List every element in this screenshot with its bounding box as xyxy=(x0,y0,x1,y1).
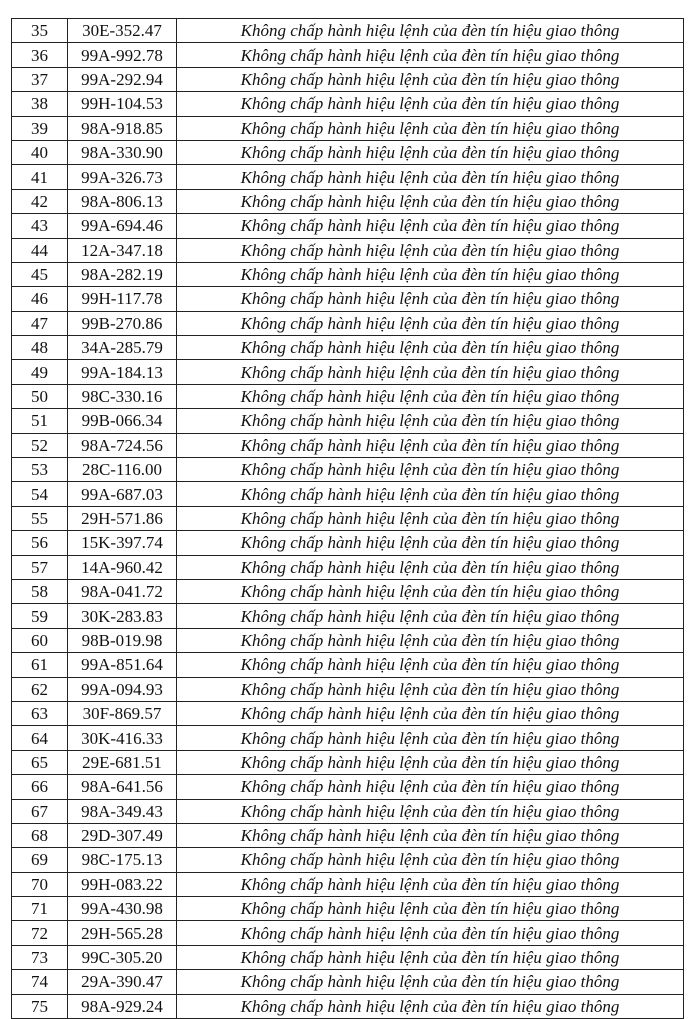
license-plate-cell: 99B-270.86 xyxy=(68,311,177,335)
license-plate-cell: 99H-104.53 xyxy=(68,92,177,116)
license-plate-cell: 98A-041.72 xyxy=(68,579,177,603)
violation-cell: Không chấp hành hiệu lệnh của đèn tín hiệu giao thông xyxy=(177,92,684,116)
license-plate-cell: 99A-687.03 xyxy=(68,482,177,506)
row-number-cell: 69 xyxy=(12,848,68,872)
table-row xyxy=(12,994,684,1018)
row-number-cell: 72 xyxy=(12,921,68,945)
violation-cell: Không chấp hành hiệu lệnh của đèn tín hiệu giao thông xyxy=(177,823,684,847)
violation-cell: Không chấp hành hiệu lệnh của đèn tín hiệu giao thông xyxy=(177,140,684,164)
table-row xyxy=(12,433,684,457)
license-plate-cell: 29A-390.47 xyxy=(68,970,177,994)
row-number-cell: 37 xyxy=(12,67,68,91)
violation-cell: Không chấp hành hiệu lệnh của đèn tín hiệu giao thông xyxy=(177,262,684,286)
license-plate-cell: 99A-094.93 xyxy=(68,677,177,701)
violation-cell: Không chấp hành hiệu lệnh của đèn tín hiệu giao thông xyxy=(177,287,684,311)
row-number-cell: 70 xyxy=(12,872,68,896)
violation-cell: Không chấp hành hiệu lệnh của đèn tín hiệu giao thông xyxy=(177,701,684,725)
row-number-cell: 56 xyxy=(12,531,68,555)
table-row xyxy=(12,458,684,482)
violation-cell: Không chấp hành hiệu lệnh của đèn tín hiệu giao thông xyxy=(177,311,684,335)
violation-cell: Không chấp hành hiệu lệnh của đèn tín hiệu giao thông xyxy=(177,994,684,1018)
row-number-cell: 50 xyxy=(12,384,68,408)
license-plate-cell: 98A-918.85 xyxy=(68,116,177,140)
violation-table-container xyxy=(11,18,684,1019)
violation-cell: Không chấp hành hiệu lệnh của đèn tín hiệu giao thông xyxy=(177,189,684,213)
license-plate-cell: 30K-416.33 xyxy=(68,726,177,750)
license-plate-cell: 99C-305.20 xyxy=(68,945,177,969)
row-number-cell: 52 xyxy=(12,433,68,457)
table-row xyxy=(12,677,684,701)
table-row xyxy=(12,214,684,238)
row-number-cell: 55 xyxy=(12,506,68,530)
row-number-cell: 63 xyxy=(12,701,68,725)
row-number-cell: 67 xyxy=(12,799,68,823)
violation-cell: Không chấp hành hiệu lệnh của đèn tín hiệu giao thông xyxy=(177,67,684,91)
license-plate-cell: 98A-929.24 xyxy=(68,994,177,1018)
violation-cell: Không chấp hành hiệu lệnh của đèn tín hiệu giao thông xyxy=(177,506,684,530)
license-plate-cell: 99H-083.22 xyxy=(68,872,177,896)
table-row xyxy=(12,360,684,384)
license-plate-cell: 99B-066.34 xyxy=(68,409,177,433)
row-number-cell: 53 xyxy=(12,458,68,482)
row-number-cell: 41 xyxy=(12,165,68,189)
table-row xyxy=(12,604,684,628)
license-plate-cell: 29D-307.49 xyxy=(68,823,177,847)
table-row xyxy=(12,579,684,603)
table-row xyxy=(12,336,684,360)
row-number-cell: 44 xyxy=(12,238,68,262)
row-number-cell: 36 xyxy=(12,43,68,67)
table-row xyxy=(12,67,684,91)
table-row xyxy=(12,750,684,774)
table-row xyxy=(12,823,684,847)
table-row xyxy=(12,311,684,335)
violation-table xyxy=(11,18,684,1019)
violation-cell: Không chấp hành hiệu lệnh của đèn tín hiệu giao thông xyxy=(177,872,684,896)
violation-cell: Không chấp hành hiệu lệnh của đèn tín hiệu giao thông xyxy=(177,775,684,799)
row-number-cell: 35 xyxy=(12,19,68,43)
row-number-cell: 58 xyxy=(12,579,68,603)
table-row xyxy=(12,287,684,311)
violation-cell: Không chấp hành hiệu lệnh của đèn tín hiệu giao thông xyxy=(177,579,684,603)
table-row xyxy=(12,116,684,140)
license-plate-cell: 29E-681.51 xyxy=(68,750,177,774)
license-plate-cell: 14A-960.42 xyxy=(68,555,177,579)
table-row xyxy=(12,19,684,43)
violation-cell: Không chấp hành hiệu lệnh của đèn tín hiệu giao thông xyxy=(177,19,684,43)
violation-cell: Không chấp hành hiệu lệnh của đèn tín hiệu giao thông xyxy=(177,384,684,408)
row-number-cell: 48 xyxy=(12,336,68,360)
row-number-cell: 45 xyxy=(12,262,68,286)
row-number-cell: 54 xyxy=(12,482,68,506)
violation-cell: Không chấp hành hiệu lệnh của đèn tín hiệu giao thông xyxy=(177,458,684,482)
violation-cell: Không chấp hành hiệu lệnh của đèn tín hiệu giao thông xyxy=(177,336,684,360)
table-row xyxy=(12,970,684,994)
table-row xyxy=(12,921,684,945)
license-plate-cell: 99A-430.98 xyxy=(68,897,177,921)
violation-cell: Không chấp hành hiệu lệnh của đèn tín hiệu giao thông xyxy=(177,653,684,677)
row-number-cell: 59 xyxy=(12,604,68,628)
table-row xyxy=(12,653,684,677)
table-row xyxy=(12,384,684,408)
violation-cell: Không chấp hành hiệu lệnh của đèn tín hiệu giao thông xyxy=(177,238,684,262)
row-number-cell: 71 xyxy=(12,897,68,921)
license-plate-cell: 29H-571.86 xyxy=(68,506,177,530)
violation-cell: Không chấp hành hiệu lệnh của đèn tín hiệu giao thông xyxy=(177,165,684,189)
license-plate-cell: 99A-992.78 xyxy=(68,43,177,67)
row-number-cell: 43 xyxy=(12,214,68,238)
row-number-cell: 64 xyxy=(12,726,68,750)
violation-cell: Không chấp hành hiệu lệnh của đèn tín hiệu giao thông xyxy=(177,848,684,872)
table-row xyxy=(12,775,684,799)
violation-cell: Không chấp hành hiệu lệnh của đèn tín hiệu giao thông xyxy=(177,409,684,433)
row-number-cell: 47 xyxy=(12,311,68,335)
row-number-cell: 60 xyxy=(12,628,68,652)
table-row xyxy=(12,701,684,725)
table-row xyxy=(12,482,684,506)
row-number-cell: 39 xyxy=(12,116,68,140)
row-number-cell: 46 xyxy=(12,287,68,311)
license-plate-cell: 98B-019.98 xyxy=(68,628,177,652)
license-plate-cell: 99A-184.13 xyxy=(68,360,177,384)
table-row xyxy=(12,872,684,896)
row-number-cell: 74 xyxy=(12,970,68,994)
violation-cell: Không chấp hành hiệu lệnh của đèn tín hiệu giao thông xyxy=(177,945,684,969)
table-row xyxy=(12,726,684,750)
violation-cell: Không chấp hành hiệu lệnh của đèn tín hiệu giao thông xyxy=(177,43,684,67)
table-row xyxy=(12,799,684,823)
table-row xyxy=(12,897,684,921)
license-plate-cell: 29H-565.28 xyxy=(68,921,177,945)
violation-cell: Không chấp hành hiệu lệnh của đèn tín hiệu giao thông xyxy=(177,726,684,750)
violation-cell: Không chấp hành hiệu lệnh của đèn tín hiệu giao thông xyxy=(177,604,684,628)
table-row xyxy=(12,945,684,969)
license-plate-cell: 99A-694.46 xyxy=(68,214,177,238)
violation-cell: Không chấp hành hiệu lệnh của đèn tín hiệu giao thông xyxy=(177,555,684,579)
row-number-cell: 38 xyxy=(12,92,68,116)
row-number-cell: 65 xyxy=(12,750,68,774)
license-plate-cell: 99A-292.94 xyxy=(68,67,177,91)
table-row xyxy=(12,262,684,286)
table-row xyxy=(12,238,684,262)
table-row xyxy=(12,165,684,189)
license-plate-cell: 98A-724.56 xyxy=(68,433,177,457)
violation-cell: Không chấp hành hiệu lệnh của đèn tín hiệu giao thông xyxy=(177,116,684,140)
license-plate-cell: 98A-282.19 xyxy=(68,262,177,286)
table-row xyxy=(12,43,684,67)
license-plate-cell: 99A-326.73 xyxy=(68,165,177,189)
license-plate-cell: 98A-330.90 xyxy=(68,140,177,164)
row-number-cell: 42 xyxy=(12,189,68,213)
license-plate-cell: 98C-330.16 xyxy=(68,384,177,408)
table-row xyxy=(12,409,684,433)
table-row xyxy=(12,506,684,530)
violation-cell: Không chấp hành hiệu lệnh của đèn tín hiệu giao thông xyxy=(177,214,684,238)
row-number-cell: 61 xyxy=(12,653,68,677)
table-row xyxy=(12,531,684,555)
row-number-cell: 68 xyxy=(12,823,68,847)
license-plate-cell: 98A-641.56 xyxy=(68,775,177,799)
table-row xyxy=(12,848,684,872)
violation-cell: Không chấp hành hiệu lệnh của đèn tín hiệu giao thông xyxy=(177,482,684,506)
row-number-cell: 57 xyxy=(12,555,68,579)
license-plate-cell: 34A-285.79 xyxy=(68,336,177,360)
license-plate-cell: 12A-347.18 xyxy=(68,238,177,262)
table-row xyxy=(12,628,684,652)
row-number-cell: 51 xyxy=(12,409,68,433)
violation-cell: Không chấp hành hiệu lệnh của đèn tín hiệu giao thông xyxy=(177,921,684,945)
row-number-cell: 66 xyxy=(12,775,68,799)
violation-table-body xyxy=(12,19,684,1019)
row-number-cell: 75 xyxy=(12,994,68,1018)
license-plate-cell: 15K-397.74 xyxy=(68,531,177,555)
violation-cell: Không chấp hành hiệu lệnh của đèn tín hiệu giao thông xyxy=(177,360,684,384)
violation-cell: Không chấp hành hiệu lệnh của đèn tín hiệu giao thông xyxy=(177,677,684,701)
license-plate-cell: 30E-352.47 xyxy=(68,19,177,43)
license-plate-cell: 30F-869.57 xyxy=(68,701,177,725)
license-plate-cell: 99A-851.64 xyxy=(68,653,177,677)
table-row xyxy=(12,189,684,213)
violation-cell: Không chấp hành hiệu lệnh của đèn tín hiệu giao thông xyxy=(177,531,684,555)
table-row xyxy=(12,555,684,579)
license-plate-cell: 99H-117.78 xyxy=(68,287,177,311)
violation-cell: Không chấp hành hiệu lệnh của đèn tín hiệu giao thông xyxy=(177,628,684,652)
license-plate-cell: 98A-806.13 xyxy=(68,189,177,213)
violation-cell: Không chấp hành hiệu lệnh của đèn tín hiệu giao thông xyxy=(177,433,684,457)
license-plate-cell: 98A-349.43 xyxy=(68,799,177,823)
violation-cell: Không chấp hành hiệu lệnh của đèn tín hiệu giao thông xyxy=(177,970,684,994)
row-number-cell: 73 xyxy=(12,945,68,969)
row-number-cell: 49 xyxy=(12,360,68,384)
license-plate-cell: 28C-116.00 xyxy=(68,458,177,482)
violation-cell: Không chấp hành hiệu lệnh của đèn tín hiệu giao thông xyxy=(177,750,684,774)
table-row xyxy=(12,92,684,116)
row-number-cell: 40 xyxy=(12,140,68,164)
license-plate-cell: 98C-175.13 xyxy=(68,848,177,872)
table-row xyxy=(12,140,684,164)
violation-cell: Không chấp hành hiệu lệnh của đèn tín hiệu giao thông xyxy=(177,897,684,921)
license-plate-cell: 30K-283.83 xyxy=(68,604,177,628)
row-number-cell: 62 xyxy=(12,677,68,701)
violation-cell: Không chấp hành hiệu lệnh của đèn tín hiệu giao thông xyxy=(177,799,684,823)
